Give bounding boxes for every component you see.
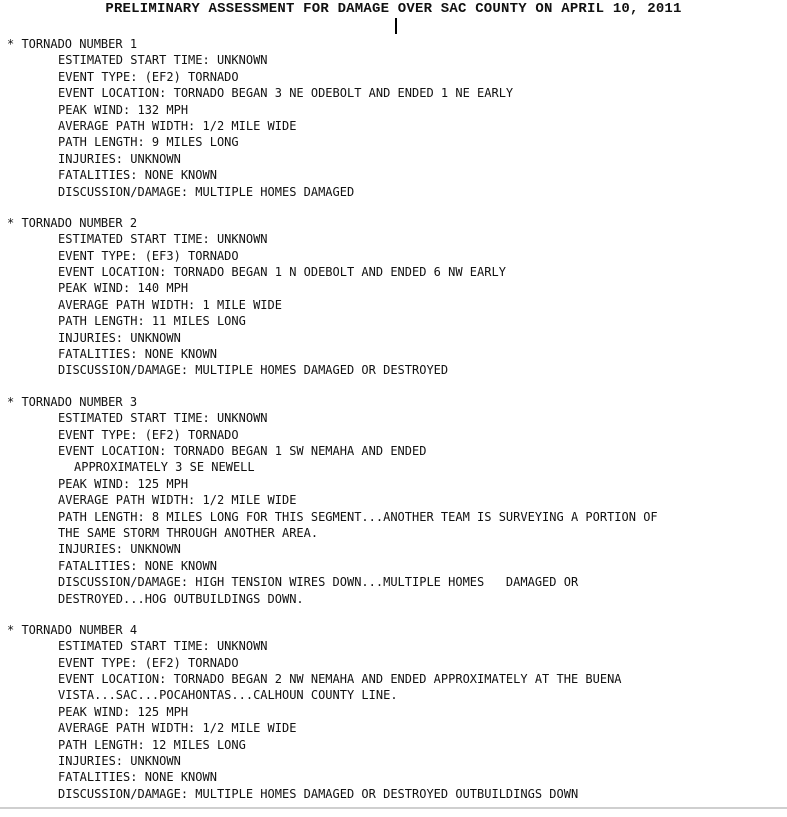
detail-line: INJURIES: UNKNOWN	[58, 151, 181, 166]
detail-line: FATALITIES: NONE KNOWN	[58, 770, 217, 785]
detail-line: PEAK WIND: 132 MPH	[58, 102, 189, 117]
detail-line: EVENT LOCATION: TORNADO BEGAN 1 SW NEMAHA AND ENDED	[58, 443, 427, 458]
detail-line: VISTA...SAC...POCAHONTAS...CALHOUN COUNTY LINE.	[58, 688, 398, 703]
detail-line: APPROXIMATELY 3 SE NEWELL	[74, 460, 255, 475]
tornado-heading: * TORNADO NUMBER 3	[7, 394, 138, 409]
detail-line: PEAK WIND: 140 MPH	[58, 281, 189, 296]
detail-line: DESTROYED...HOG OUTBUILDINGS DOWN.	[58, 591, 304, 606]
tornado-heading: * TORNADO NUMBER 2	[7, 215, 138, 230]
tornado-heading: * TORNADO NUMBER 1	[7, 37, 138, 51]
detail-line: FATALITIES: NONE KNOWN	[58, 168, 217, 183]
detail-line: AVERAGE PATH WIDTH: 1 MILE WIDE	[58, 297, 282, 312]
document-title: PRELIMINARY ASSESSMENT FOR DAMAGE OVER SAC COUNTY ON APRIL 10, 2011	[105, 1, 682, 17]
detail-line: ESTIMATED START TIME: UNKNOWN	[58, 232, 268, 247]
detail-line: EVENT LOCATION: TORNADO BEGAN 3 NE ODEBOLT AND ENDED 1 NE EARLY	[58, 86, 514, 101]
detail-line: PATH LENGTH: 12 MILES LONG	[58, 737, 246, 752]
tornado-section-4	[7, 622, 783, 802]
tornado-section-3	[7, 394, 783, 607]
detail-line: ESTIMATED START TIME: UNKNOWN	[58, 53, 268, 68]
detail-line: PATH LENGTH: 9 MILES LONG	[58, 135, 239, 150]
detail-line: PATH LENGTH: 11 MILES LONG	[58, 314, 246, 329]
detail-line: EVENT TYPE: (EF2) TORNADO	[58, 427, 239, 442]
detail-line: EVENT TYPE: (EF3) TORNADO	[58, 248, 239, 263]
detail-line: EVENT TYPE: (EF2) TORNADO	[58, 655, 239, 670]
document-body	[7, 36, 783, 817]
detail-line: THE SAME STORM THROUGH ANOTHER AREA.	[58, 525, 319, 540]
detail-line: AVERAGE PATH WIDTH: 1/2 MILE WIDE	[58, 493, 297, 508]
text-cursor	[395, 18, 397, 34]
detail-line: FATALITIES: NONE KNOWN	[58, 347, 217, 362]
tornado-section-1	[7, 36, 783, 200]
detail-line: ESTIMATED START TIME: UNKNOWN	[58, 639, 268, 654]
detail-line: AVERAGE PATH WIDTH: 1/2 MILE WIDE	[58, 721, 297, 736]
detail-line: EVENT LOCATION: TORNADO BEGAN 1 N ODEBOLT AND ENDED 6 NW EARLY	[58, 265, 506, 280]
detail-line: DISCUSSION/DAMAGE: HIGH TENSION WIRES DOWN...MULTIPLE HOMES DAMAGED OR	[58, 575, 579, 590]
detail-line: INJURIES: UNKNOWN	[58, 330, 181, 345]
tornado-heading: * TORNADO NUMBER 4	[7, 622, 138, 637]
detail-line: AVERAGE PATH WIDTH: 1/2 MILE WIDE	[58, 118, 297, 133]
detail-line: ESTIMATED START TIME: UNKNOWN	[58, 411, 268, 426]
detail-line: FATALITIES: NONE KNOWN	[58, 558, 217, 573]
detail-line: DISCUSSION/DAMAGE: MULTIPLE HOMES DAMAGED OR DESTROYED OUTBUILDINGS DOWN	[58, 786, 579, 801]
detail-line: DISCUSSION/DAMAGE: MULTIPLE HOMES DAMAGED	[58, 184, 355, 199]
detail-line: DISCUSSION/DAMAGE: MULTIPLE HOMES DAMAGED OR DESTROYED	[58, 363, 449, 378]
detail-line: EVENT TYPE: (EF2) TORNADO	[58, 69, 239, 84]
detail-line: PATH LENGTH: 8 MILES LONG FOR THIS SEGMENT...ANOTHER TEAM IS SURVEYING A PORTION OF	[58, 509, 658, 524]
detail-line: PEAK WIND: 125 MPH	[58, 704, 189, 719]
detail-line: EVENT LOCATION: TORNADO BEGAN 2 NW NEMAHA AND ENDED APPROXIMATELY AT THE BUENA	[58, 672, 622, 687]
detail-line: PEAK WIND: 125 MPH	[58, 476, 189, 491]
detail-line: INJURIES: UNKNOWN	[58, 542, 181, 557]
tornado-section-2	[7, 215, 783, 379]
detail-line: INJURIES: UNKNOWN	[58, 754, 181, 769]
